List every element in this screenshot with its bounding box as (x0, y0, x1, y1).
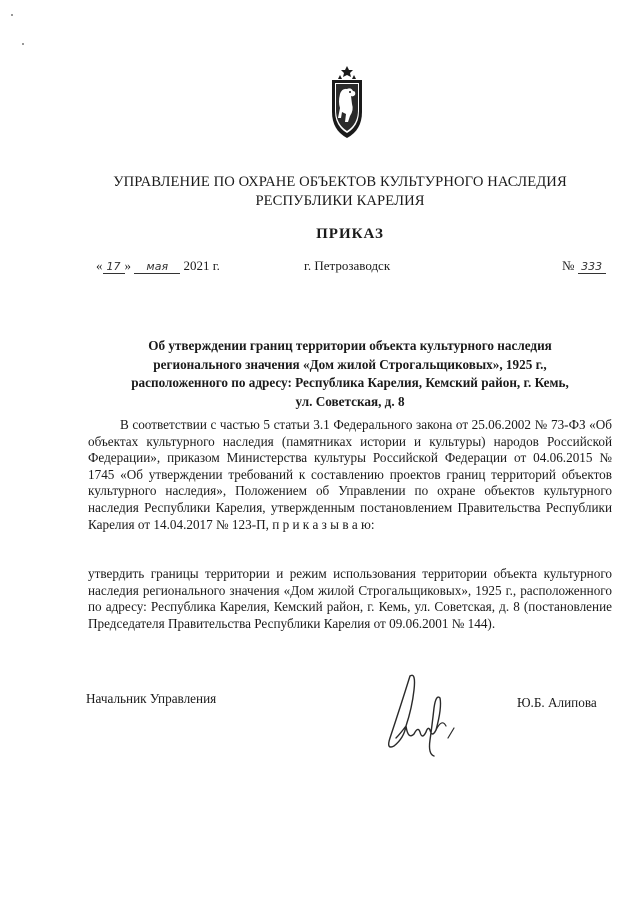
date-year: 2021 г. (183, 258, 220, 273)
signatory-position: Начальник Управления (86, 691, 217, 706)
karelia-coat-of-arms-icon (330, 66, 364, 140)
date-close-quote: » (124, 258, 131, 273)
subject-line: Об утверждении границ территории объекта культурного наследия (148, 338, 552, 353)
document-title: ПРИКАЗ (316, 226, 384, 242)
order-clause-paragraph: утвердить границы территории и режим использования территории объекта культурного наследия регионального значения «Дом жилой Строгальщиковых», 1925 г., расположенного по адресу: Республика Карелия, Кемский район, г. Кемь, ул. Советская, д. 8 (постановление Председателя Правительства Республики Карелия от 09.06.2001 № 144). (88, 566, 612, 631)
signatory-name: Ю.Б. Алипова (517, 695, 597, 710)
order-subject (100, 337, 600, 411)
subject-line: регионального значения «Дом жилой Строгальщиковых», 1925 г., (153, 356, 547, 372)
date-day-handwritten: 17 (103, 261, 125, 274)
order-number (562, 258, 606, 274)
date-open-quote: « (96, 258, 103, 273)
subject-line: расположенного по адресу: Республика Карелия, Кемский район, г. Кемь, (131, 375, 569, 390)
organization-name-line1: УПРАВЛЕНИЕ ПО ОХРАНЕ ОБЪЕКТОВ КУЛЬТУРНОГО НАСЛЕДИЯ (113, 174, 567, 190)
scan-speck (22, 43, 24, 45)
order-city: г. Петрозаводск (304, 258, 391, 273)
preamble-paragraph: В соответствии с частью 5 статьи 3.1 Федерального закона от 25.06.2002 № 73-ФЗ «Об объектах культурного наследия (памятниках истории и культуры) народов Российской Федерации», приказом Министерства культуры Российской Федерации от 04.06.2015 № 1745 «Об утверждении требований к составлению проектов границ территорий объектов культурного наследия», Положением об Управлении по охране объектов культурного наследия Республики Карелия, утвержденным постановлением Правительства Республики Карелия от 14.04.2017 № 123-П, п р и к а з ы в а ю: (88, 417, 612, 532)
handwritten-signature (370, 668, 470, 760)
number-handwritten: 333 (578, 261, 606, 274)
date-month-handwritten: мая (134, 261, 180, 274)
organization-name-line2: РЕСПУБЛИКИ КАРЕЛИЯ (255, 193, 425, 209)
scan-speck (11, 14, 13, 16)
subject-line: ул. Советская, д. 8 (295, 393, 405, 409)
order-date (96, 258, 220, 274)
number-label: № (562, 258, 575, 273)
